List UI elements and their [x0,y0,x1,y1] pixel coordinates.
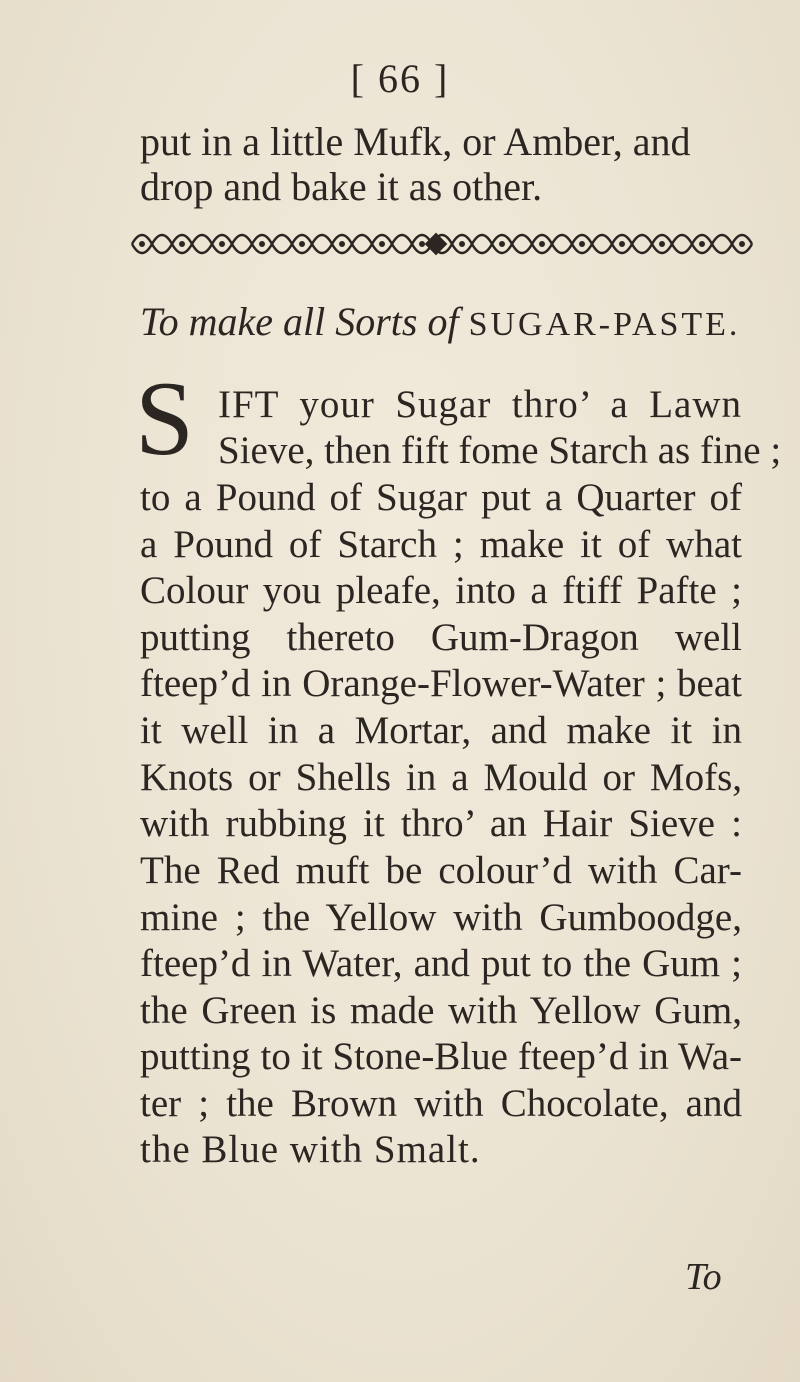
body-line: ter ; the Brown with Chocolate, and [140,1082,742,1125]
headpiece-ornament [128,222,768,266]
body-line: mine ; the Yellow with Gumboodge, [140,896,742,939]
continuation-line: put in a little Mufk, or Amber, and [140,119,691,164]
body-line: Sieve, then fift fome Starch as fine ; [218,429,782,472]
body-line: it well in a Mortar, and make it in [140,709,742,752]
body-line: putting to it Stone-Blue fteep’d in Wa- [140,1035,742,1078]
body-line: Knots or Shells in a Mould or Mofs, [140,756,742,799]
body-line-last: the Blue with Smalt. [140,1128,481,1171]
first-line: IFT your Sugar thro’ a Lawn [218,383,742,426]
catchword: To [685,1256,722,1298]
body-line: putting thereto Gum-Dragon well [140,616,742,659]
page-number: [ 66 ] [350,56,450,101]
body-line: a Pound of Starch ; make it of what [140,523,742,566]
body-line: with rubbing it thro’ an Hair Sieve : [140,802,742,845]
drop-cap: S [135,360,194,477]
body-line: fteep’d in Water, and put to the Gum ; [140,942,742,985]
title-small-caps: SUGAR-PASTE. [468,306,741,343]
title-italic: To make all Sorts of [140,299,459,344]
body-line: Colour you pleafe, into a ftiff Pafte ; [140,569,742,612]
continuation-line: drop and bake it as other. [140,164,543,209]
body-line: to a Pound of Sugar put a Quarter of [140,476,742,519]
body-line: the Green is made with Yellow Gum, [140,989,742,1032]
body-line: fteep’d in Orange-Flower-Water ; beat [140,662,742,705]
body-line: The Red muft be colour’d with Car- [140,849,742,892]
recipe-title [140,298,740,345]
